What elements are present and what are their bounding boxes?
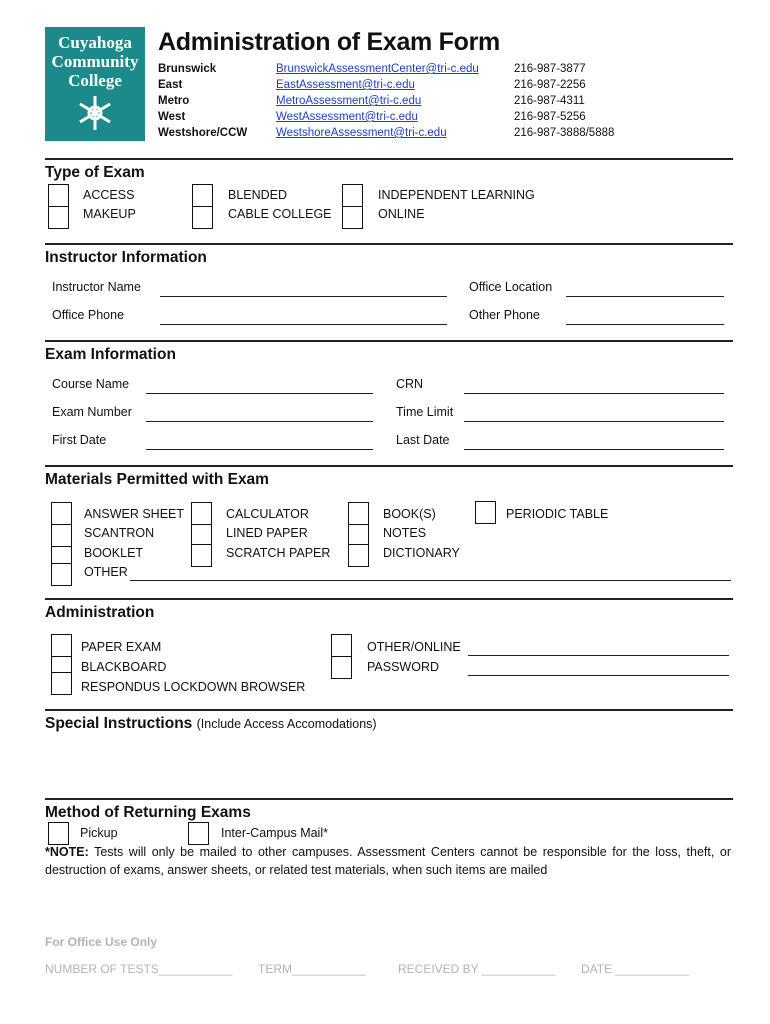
other-online-field[interactable] xyxy=(468,655,729,656)
section-divider xyxy=(45,798,733,800)
logo-line-3: College xyxy=(68,71,122,90)
campus-phone: 216-987-3877 xyxy=(514,63,586,75)
respondus-checkbox[interactable] xyxy=(51,672,72,695)
special-instructions-heading xyxy=(45,715,377,733)
note-text: Tests will only be mailed to other campuses. Assessment Centers cannot be responsible for the loss, theft, or destruction of exams, answer sheets, or related test materials, when such items are mailed xyxy=(45,845,731,877)
field-label: Time Limit xyxy=(396,405,454,419)
password-field[interactable] xyxy=(468,675,729,676)
field-label: Instructor Name xyxy=(52,280,141,294)
option-label: LINED PAPER xyxy=(226,526,308,540)
mailing-note xyxy=(45,843,731,879)
materials-heading: Materials Permitted with Exam xyxy=(45,471,269,488)
makeup-checkbox[interactable] xyxy=(48,206,69,229)
campus-emails xyxy=(276,61,479,141)
independent-learning-checkbox[interactable] xyxy=(342,184,363,207)
campus-phone: 216-987-5256 xyxy=(514,111,586,123)
exam-info-heading: Exam Information xyxy=(45,346,176,363)
email-link[interactable]: BrunswickAssessmentCenter@tri-c.edu xyxy=(276,63,479,75)
books-checkbox[interactable] xyxy=(348,502,369,525)
email-link[interactable]: WestAssessment@tri-c.edu xyxy=(276,111,418,123)
option-label: PERIODIC TABLE xyxy=(506,507,609,521)
option-label: BLACKBOARD xyxy=(81,660,167,674)
option-label: ONLINE xyxy=(378,207,425,221)
special-heading-text: Special Instructions xyxy=(45,715,193,732)
first-date-field[interactable] xyxy=(146,449,373,450)
section-divider xyxy=(45,243,733,245)
field-label: CRN xyxy=(396,377,424,391)
field-label: Exam Number xyxy=(52,405,132,419)
cable-college-checkbox[interactable] xyxy=(192,206,213,229)
option-label: INDEPENDENT LEARNING xyxy=(378,188,535,202)
email-link[interactable]: WestshoreAssessment@tri-c.edu xyxy=(276,127,447,139)
option-label: OTHER/ONLINE xyxy=(367,640,461,654)
option-label: DICTIONARY xyxy=(383,546,460,560)
campus-name: Westshore/CCW xyxy=(158,127,248,139)
option-label: Inter-Campus Mail* xyxy=(221,826,328,840)
option-label: RESPONDUS LOCKDOWN BROWSER xyxy=(81,680,306,694)
special-instructions-area[interactable] xyxy=(45,738,731,796)
option-label: PAPER EXAM xyxy=(81,640,162,654)
option-label: OTHER xyxy=(84,565,128,579)
scantron-checkbox[interactable] xyxy=(51,524,72,547)
section-divider xyxy=(45,465,733,467)
option-label: BOOK(S) xyxy=(383,507,436,521)
calculator-checkbox[interactable] xyxy=(191,502,212,525)
type-of-exam-heading: Type of Exam xyxy=(45,164,145,181)
password-checkbox[interactable] xyxy=(331,656,352,679)
option-label: CALCULATOR xyxy=(226,507,309,521)
field-label: Office Phone xyxy=(52,308,125,322)
field-label: Course Name xyxy=(52,377,130,391)
option-label: ACCESS xyxy=(83,188,135,202)
logo-line-1: Cuyahoga xyxy=(58,33,132,52)
campus-phone: 216-987-4311 xyxy=(514,95,585,107)
option-label: MAKEUP xyxy=(83,207,136,221)
office-use-heading: For Office Use Only xyxy=(45,935,158,949)
option-label: NOTES xyxy=(383,526,427,540)
field-label: Other Phone xyxy=(469,308,540,322)
campus-phone: 216-987-2256 xyxy=(514,79,586,91)
field-label: Office Location xyxy=(469,280,553,294)
received-by-field: RECEIVED BY ___________ xyxy=(398,962,556,976)
snowflake-icon xyxy=(75,94,115,132)
other-online-checkbox[interactable] xyxy=(331,634,352,657)
field-label: First Date xyxy=(52,433,107,447)
crn-field[interactable] xyxy=(464,393,724,394)
college-logo xyxy=(45,27,145,141)
dictionary-checkbox[interactable] xyxy=(348,544,369,567)
section-divider xyxy=(45,158,733,160)
field-label: Last Date xyxy=(396,433,450,447)
campus-phone: 216-987-3888/5888 xyxy=(514,127,615,139)
section-divider xyxy=(45,340,733,342)
other-checkbox[interactable] xyxy=(51,563,72,586)
blended-checkbox[interactable] xyxy=(192,184,213,207)
office-phone-field[interactable] xyxy=(160,324,447,325)
campus-phones xyxy=(514,61,614,141)
email-link[interactable]: MetroAssessment@tri-c.edu xyxy=(276,95,422,107)
course-name-field[interactable] xyxy=(146,393,373,394)
date-field: DATE ___________ xyxy=(581,962,689,976)
scratch-paper-checkbox[interactable] xyxy=(191,544,212,567)
online-checkbox[interactable] xyxy=(342,206,363,229)
last-date-field[interactable] xyxy=(464,449,724,450)
option-label: Pickup xyxy=(80,826,118,840)
campus-name: Brunswick xyxy=(158,63,217,75)
term-field: TERM___________ xyxy=(258,962,366,976)
option-label: PASSWORD xyxy=(367,660,439,674)
option-label: SCANTRON xyxy=(84,526,155,540)
exam-number-field[interactable] xyxy=(146,421,373,422)
office-location-field[interactable] xyxy=(566,296,724,297)
option-label: CABLE COLLEGE xyxy=(228,207,332,221)
option-label: ANSWER SHEET xyxy=(84,507,185,521)
time-limit-field[interactable] xyxy=(464,421,724,422)
other-materials-field[interactable] xyxy=(130,580,731,581)
administration-heading: Administration xyxy=(45,604,155,621)
number-of-tests-field: NUMBER OF TESTS___________ xyxy=(45,962,233,976)
instructor-name-field[interactable] xyxy=(160,296,447,297)
campus-name: East xyxy=(158,79,183,91)
option-label: BLENDED xyxy=(228,188,288,202)
section-divider xyxy=(45,709,733,711)
campus-name: West xyxy=(158,111,186,123)
campus-names xyxy=(158,61,247,141)
page-title: Administration of Exam Form xyxy=(158,28,500,56)
note-label: *NOTE: xyxy=(45,845,89,859)
access-checkbox[interactable] xyxy=(48,184,69,207)
inter-campus-mail-checkbox[interactable] xyxy=(188,822,209,845)
logo-line-2: Community xyxy=(51,52,139,71)
paper-exam-checkbox[interactable] xyxy=(51,634,72,657)
answer-sheet-checkbox[interactable] xyxy=(51,502,72,525)
instructor-heading: Instructor Information xyxy=(45,249,207,266)
returning-heading: Method of Returning Exams xyxy=(45,804,251,821)
periodic-table-checkbox[interactable] xyxy=(475,501,496,524)
pickup-checkbox[interactable] xyxy=(48,822,69,845)
other-phone-field[interactable] xyxy=(566,324,724,325)
campus-name: Metro xyxy=(158,95,190,107)
option-label: BOOKLET xyxy=(84,546,144,560)
special-subheading: (Include Access Accomodations) xyxy=(196,717,377,731)
option-label: SCRATCH PAPER xyxy=(226,546,331,560)
section-divider xyxy=(45,598,733,600)
email-link[interactable]: EastAssessment@tri-c.edu xyxy=(276,79,415,91)
